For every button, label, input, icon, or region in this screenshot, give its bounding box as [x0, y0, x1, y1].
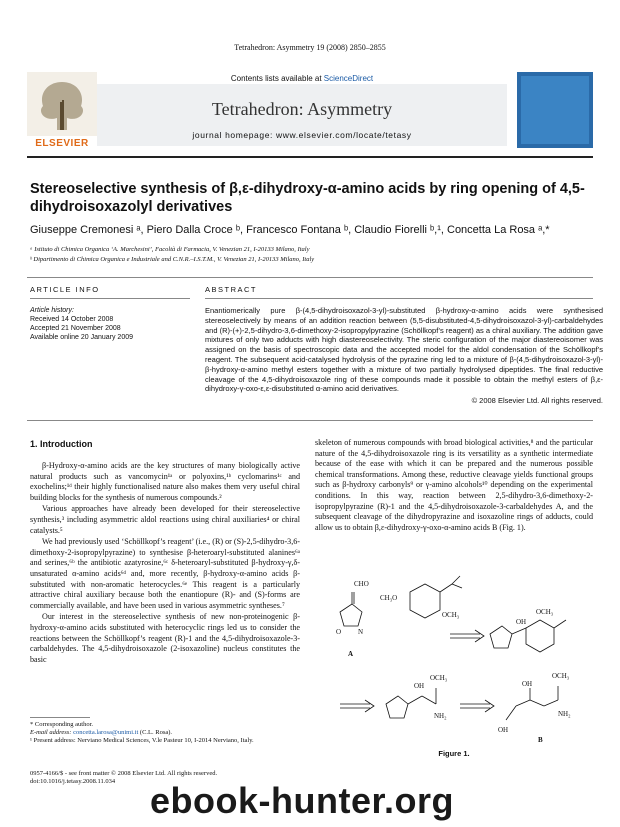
affiliation-a: ᵃ Istituto di Chimica Organica ‘A. Marchesini’, Facoltà di Farmacia, V. Venezian 21, I-20133 Milano, Italy: [30, 246, 310, 253]
abstract-text: Enantiomerically pure β-(4,5-dihydroisoxazol-3-yl)-substituted β-hydroxy-α-amino acids were synthesised stereoselectively by means of an addition reaction between (5,5-disubstituted-4,5-dihydroisoxazol-3-yl)-carbaldehydes and (R)-(+)-2,5-dihydro-3,6-dimethoxy-2-isopropylpyrazine (Schöllkopf’s reagent) as a chiral auxiliary. The addition gave mixtures of only two adducts with high diastereoselectivity. The steric configuration of the major diastereoisomer was assigned on the basis of spectroscopic data and the accepted model for the aldol condensation of the Schöllkopf’s reagent. The subsequent acid-catalysed hydrolysis of the pyrazine ring led to a mixture of β-(4,5-dihydroisoxazol-3-yl)-β-hydroxy-α-amino methyl esters together with a mixture of two partially hydrolysed dipeptides. The final reductive cleavage of the 4,5-dihydroisoxazole ring of these compounds made it possible to obtain the methyl esters of β,ε-dihydroxy-γ-oxo-ε,ε-disubstituted α-amino acid derivatives.: [205, 306, 603, 394]
label-b: B: [538, 736, 543, 744]
issn-line: 0957-4166/$ - see front matter © 2008 Elsevier Ltd. All rights reserved.: [30, 770, 218, 777]
label-a: A: [348, 650, 354, 658]
footnotes: [30, 721, 300, 745]
label-och3-adduct: OCH₃: [536, 608, 554, 616]
contents-line: [97, 74, 507, 83]
label-n: N: [358, 628, 364, 636]
intro-paragraph-4: Our interest in the stereoselective synthesis of new non-proteinogenic β-hydroxy-α-amino acids substituted with heterocyclic rings led us to consider the reactions between the Schöllkopf’s reagent (R)-1 and the 4,5-dihydroisoxazole-3-carbaldehydes. The 4,5-dihydroisoxazole (2-isoxazoline) nucleus constitutes the basic: [30, 612, 300, 664]
label-oh-b2: OH: [498, 726, 509, 734]
label-oh-ester: OH: [414, 682, 425, 690]
right-column: [315, 438, 593, 534]
label-oh-b: OH: [522, 680, 533, 688]
label-oh-adduct: OH: [516, 618, 527, 626]
corresponding-author-note: * Corresponding author.: [30, 721, 94, 728]
present-address-note: ¹ Present address: Nerviano Medical Sciences, V.le Pasteur 10, I-2014 Nerviano, Italy.: [30, 737, 254, 744]
article-title: Stereoselective synthesis of β,ε-dihydroxy-α-amino acids by ring opening of 4,5-dihydroisoxazolyl derivatives: [30, 181, 585, 215]
elsevier-tree-logo: [27, 72, 97, 146]
label-och3-pyrazine: OCH₃: [442, 611, 460, 619]
email-suffix: (C.L. Rosa).: [138, 729, 173, 736]
compound-a-structure: [340, 592, 362, 626]
retro-arrow-3: [460, 700, 494, 712]
sciencedirect-link[interactable]: ScienceDirect: [323, 74, 374, 83]
history-label: Article history:: [30, 307, 74, 314]
label-nh2-b: NH₂: [558, 710, 571, 718]
intro-paragraph-1: β-Hydroxy-α-amino acids are the key structures of many biologically active natural products such as vancomycin¹ᵃ or polyoxins,¹ᵇ cyclomarins¹ᶜ and exochelins;¹ᵈ their highly functionalised nature also makes them very useful chiral building blocks for the synthesis of numerous compounds.²: [30, 461, 300, 502]
label-cho: CHO: [354, 580, 369, 588]
body-rule: [27, 420, 593, 421]
figure-caption: Figure 1.: [438, 749, 470, 758]
label-och3-b: OCH₃: [552, 672, 570, 680]
label-och3-ester: OCH₃: [430, 674, 448, 682]
doi-line[interactable]: doi:10.1016/j.tetasy.2008.11.034: [30, 778, 116, 785]
contents-prefix: Contents lists available at: [230, 74, 324, 83]
retro-arrow-2: [340, 700, 374, 712]
journal-reference: Tetrahedron: Asymmetry 19 (2008) 2850–2855: [234, 43, 386, 52]
received-date: Received 14 October 2008: [30, 316, 114, 323]
ester-structure: [386, 688, 436, 718]
online-date: Available online 20 January 2009: [30, 334, 134, 341]
label-nh2-ester: NH₂: [434, 712, 447, 720]
email-link[interactable]: concetta.larosa@unimi.it: [73, 729, 139, 736]
header-rule: [27, 156, 593, 158]
journal-cover-image: [517, 72, 593, 148]
intro-paragraph-3: We had previously used ‘Schöllkopf’s reagent’ (i.e., (R) or (S)-2,5-dihydro-3,6-dimethoxy-2-isopropylpyrazine) to synthesise β-heteroaryl-substituted alanines⁶ᵃ and serines,⁶ᵇ the antibiotic azatyrosine,⁶ᶜ δ-heteroaryl-substituted β-hydroxy-γ,δ-unsaturated α-amino acids⁶ᵈ and, more recently, β-hydroxy-α-amino acids β-substituted with non-aromatic heterocycles.⁶ᵉ This reagent is a particularly attractive chiral auxiliary because both the enantiopure (R)- and (S)-forms are commercially available, and have been used in various asymmetric syntheses.⁷: [30, 537, 300, 610]
section-heading: 1. Introduction: [30, 439, 93, 449]
article-info-heading: ARTICLE INFO: [30, 285, 100, 294]
copyright-notice: © 2008 Elsevier Ltd. All rights reserved.: [471, 396, 603, 406]
abstract-rule: [205, 298, 593, 299]
retro-arrow-1: [450, 630, 484, 642]
accepted-date: Accepted 21 November 2008: [30, 325, 121, 332]
abstract-heading: ABSTRACT: [205, 285, 258, 294]
intro-paragraph-5: skeleton of numerous compounds with broad biological activities,⁸ and the particular nature of the 4,5-dihydroisoxazole ring is its versatility as a synthetic intermediate because of the ease with which it can be prepared and the numerous possible chemical transformations. Among these, reductive cleavage yields functional groups such as β-hydroxy carbonyls⁹ or γ-amino alcohols¹⁰ depending on the experimental conditions. In this way, reaction between 2,5-dihydro-3,6-dimethoxy-2-isopropylpyrazine (R)-1 and the 4,5-dihydroisoxazole-3-carbaldehydes A, and the subsequent cleavage of the dihydropyrazine and isoxazoline rings of adducts, could allow us to obtain β,ε-dihydroxy-γ-oxo-α-amino acids B (Fig. 1).: [315, 438, 593, 532]
info-rule: [30, 298, 190, 299]
author-list: Giuseppe Cremonesi ᵃ, Piero Dalla Croce ᵇ, Francesco Fontana ᵇ, Claudio Fiorelli ᵇ,¹, Concetta La Rosa ᵃ,*: [30, 224, 550, 236]
article-history: [30, 306, 190, 342]
email-label: E-mail address:: [30, 729, 74, 736]
abstract-body: [205, 306, 603, 406]
label-o: O: [336, 628, 342, 636]
journal-homepage[interactable]: journal homepage: www.elsevier.com/locate/tetasy: [192, 130, 412, 140]
affiliation-b: ᵇ Dipartimento di Chimica Organica e Industriale and C.N.R.–I.S.T.M., V. Venezian 21, I-20133 Milano, Italy: [30, 256, 315, 263]
label-ch3o: CH₃O: [380, 594, 398, 602]
section-rule: [27, 277, 593, 278]
watermark-text: ebook-hunter.org: [150, 780, 454, 821]
figure-1-scheme: [330, 572, 590, 747]
left-column: [30, 461, 300, 666]
adduct-structure: [490, 620, 566, 652]
footnote-rule: [30, 717, 90, 718]
compound-b-structure: [506, 686, 558, 720]
publisher-name: ELSEVIER: [35, 138, 89, 149]
journal-title: Tetrahedron: Asymmetry: [211, 99, 393, 119]
intro-paragraph-2: Various approaches have already been developed for their stereoselective synthesis,³ including asymmetric aldol reactions using chiral auxiliaries⁴ or chiral catalysts.⁵: [30, 504, 300, 535]
